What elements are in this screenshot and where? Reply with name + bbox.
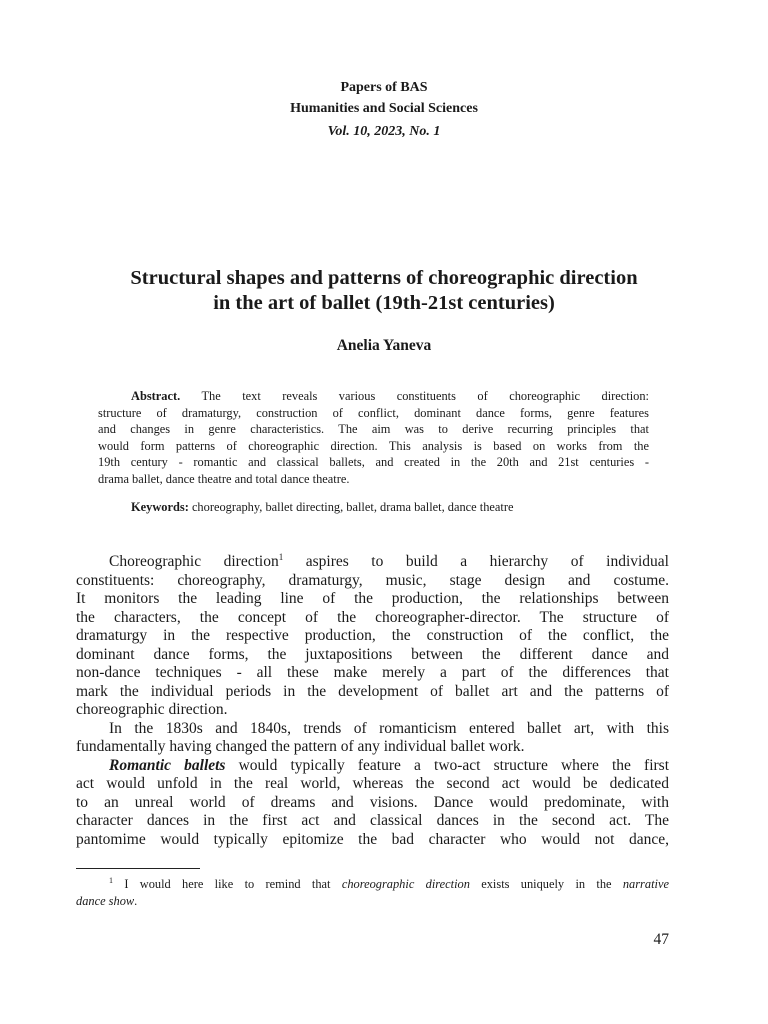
abstract-line: 19th century - romantic and classical ballets, and created in the 20th and 21st centuries - (98, 455, 649, 469)
footnote-italic: choreographic direction (341, 877, 470, 891)
footnote (76, 876, 669, 909)
body-text-span: Choreographic direction (109, 553, 279, 570)
body-line: fundamentally having changed the pattern of any individual ballet work. (76, 738, 525, 755)
body-line: pantomime would typically epitomize the bad character who would not dance, (76, 830, 669, 848)
footnote-text: exists uniquely in the (481, 877, 612, 891)
body-line: dramaturgy in the respective production, the construction of the conflict, the (76, 627, 669, 644)
abstract-line (98, 388, 649, 405)
keywords (131, 500, 651, 515)
body-text-span: would typically feature a two-act structure where the first (238, 756, 670, 774)
body-line: constituents: choreography, dramaturgy, music, stage design and costume. (76, 571, 669, 589)
emphasis-term: Romantic ballets (109, 756, 226, 774)
journal-volume: Vol. 10, 2023, No. 1 (327, 124, 441, 139)
footnote-italic: dance show (76, 893, 135, 908)
title-line: Structural shapes and patterns of choreographic direction (130, 267, 638, 289)
body-line: non-dance techniques - all these make merely a part of the differences that (76, 664, 669, 681)
author-name: Anelia Yaneva (336, 337, 432, 354)
body-line (76, 553, 669, 572)
footnote-ref[interactable]: 1 (278, 551, 284, 562)
keywords-text: choreography, ballet directing, ballet, drama ballet, dance theatre (191, 500, 514, 514)
body-line: dominant dance forms, the juxtapositions between the different dance and (76, 645, 669, 663)
body-line: the characters, the concept of the choreographer-director. The structure of (76, 608, 669, 626)
footnote-divider (76, 868, 200, 869)
abstract (98, 388, 649, 487)
abstract-label: Abstract. (131, 389, 181, 403)
abstract-line: and changes in genre characteristics. The aim was to derive recurring principles that (98, 422, 649, 436)
body-line: to an unreal world of dreams and visions. Dance would predominate, with (76, 793, 669, 811)
body-line: act would unfold in the real world, whereas the second act would be dedicated (76, 775, 669, 792)
journal-section: Humanities and Social Sciences (290, 101, 478, 116)
journal-name: Papers of BAS (340, 80, 428, 95)
footnote-line (76, 893, 669, 910)
abstract-line: would form patterns of choreographic direction. This analysis is based on works from the (98, 438, 649, 453)
footnote-text: . (134, 893, 138, 908)
body-text (76, 553, 669, 849)
body-text-span: aspires to build a hierarchy of individual (305, 553, 669, 570)
body-line: choreographic direction. (76, 701, 228, 718)
footnote-marker: 1 (109, 875, 113, 885)
abstract-line: structure of dramaturgy, construction of conflict, dominant dance forms, genre features (98, 405, 649, 420)
page-number: 47 (653, 931, 669, 948)
footnote-text: I would here like to remind that (124, 877, 331, 891)
abstract-line: drama ballet, dance theatre and total dance theatre. (98, 471, 350, 486)
footnote-line (76, 876, 669, 893)
body-line: In the 1830s and 1840s, trends of romanticism entered ballet art, with this (109, 719, 669, 737)
title-line: in the art of ballet (19th-21st centuries) (213, 292, 555, 314)
paper-title (60, 266, 708, 316)
body-line: character dances in the first act and classical dances in the second act. The (76, 812, 669, 829)
keywords-label: Keywords: (131, 500, 189, 514)
body-line: It monitors the leading line of the production, the relationships between (76, 590, 669, 607)
body-line: mark the individual periods in the development of ballet art and the patterns of (76, 682, 669, 700)
footnote-italic: narrative (622, 877, 669, 891)
abstract-text: The text reveals various constituents of choreographic direction: (201, 389, 650, 403)
body-line (76, 757, 669, 776)
